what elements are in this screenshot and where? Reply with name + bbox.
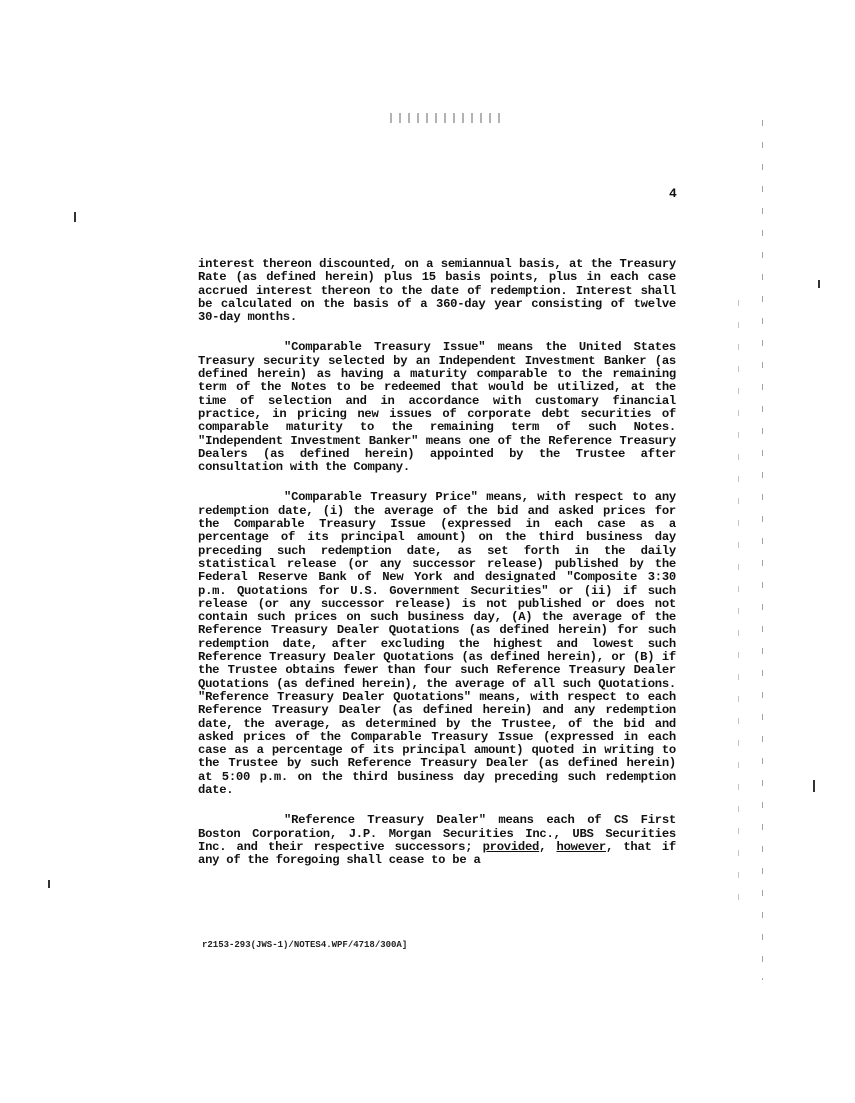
document-body xyxy=(198,258,676,884)
text-segment: "Reference Treasury Dealer" means each of CS First Boston Corporation, J.P. Morgan Securities Inc., UBS Securities Inc. and their respective successors; xyxy=(198,813,676,854)
text-segment: , xyxy=(539,839,557,854)
paragraph-comparable-treasury-issue: "Comparable Treasury Issue" means the United States Treasury security selected by an Independent Investment Banker (as defined herein) as having a maturity comparable to the remaining term of the Notes to be redeemed that would be utilized, at the time of selection and in accordance with customary financial practice, in pricing new issues of corporate debt securities of comparable maturity to the remaining term of such Notes. "Independent Investment Banker" means one of the Reference Treasury Dealers (as defined herein) appointed by the Trustee after consultation with the Company. xyxy=(198,340,676,475)
paragraph-comparable-treasury-price: "Comparable Treasury Price" means, with respect to any redemption date, (i) the average of the bid and asked prices for the Comparable Treasury Issue (expressed in each case as a percentage of its principal amount) on the third business day preceding such redemption date, as set forth in the daily statistical release (or any successor release) published by the Federal Reserve Bank of New York and designated "Composite 3:30 p.m. Quotations for U.S. Government Securities" or (ii) if such release (or any successor release) is not published or does not contain such prices on such business day, (A) the average of the Reference Treasury Dealer Quotations (as defined herein) for such redemption date, after excluding the highest and lowest such Reference Treasury Dealer Quotations (as defined herein), or (B) if the Trustee obtains fewer than four such Reference Treasury Dealer Quotations (as defined herein), the average of all such Quotations. "Reference Treasury Dealer Quotations" means, with respect to each Reference Treasury Dealer (as defined herein) and any redemption date, the average, as determined by the Trustee, of the bid and asked prices of the Comparable Treasury Issue (expressed in each case as a percentage of its principal amount) quoted in writing to the Trustee by such Reference Treasury Dealer (as defined herein) at 5:00 p.m. on the third business day preceding such redemption date. xyxy=(198,490,676,797)
scan-speck xyxy=(818,280,820,288)
page-number: 4 xyxy=(669,186,677,201)
document-footer-code: r2153-293(JWS-1)/NOTES4.WPF/4718/300A] xyxy=(202,940,408,950)
paragraph-reference-treasury-dealer xyxy=(198,814,676,867)
underlined-term-provided: provided xyxy=(482,839,540,854)
scan-edge-line xyxy=(762,120,763,980)
scan-artifact xyxy=(390,113,500,123)
text-segment: , that if any of the foregoing shall cease to be a xyxy=(198,839,676,868)
scan-speck xyxy=(74,212,76,222)
scan-speck xyxy=(48,880,50,888)
paragraph-interest: interest thereon discounted, on a semiannual basis, at the Treasury Rate (as defined herein) plus 15 basis points, plus in each case accrued interest thereon to the date of redemption. Interest shall be calculated on the basis of a 360-day year consisting of twelve 30-day months. xyxy=(198,257,676,325)
scan-edge-line xyxy=(738,300,739,900)
underlined-term-however: however xyxy=(556,839,606,854)
scan-speck xyxy=(813,780,815,792)
